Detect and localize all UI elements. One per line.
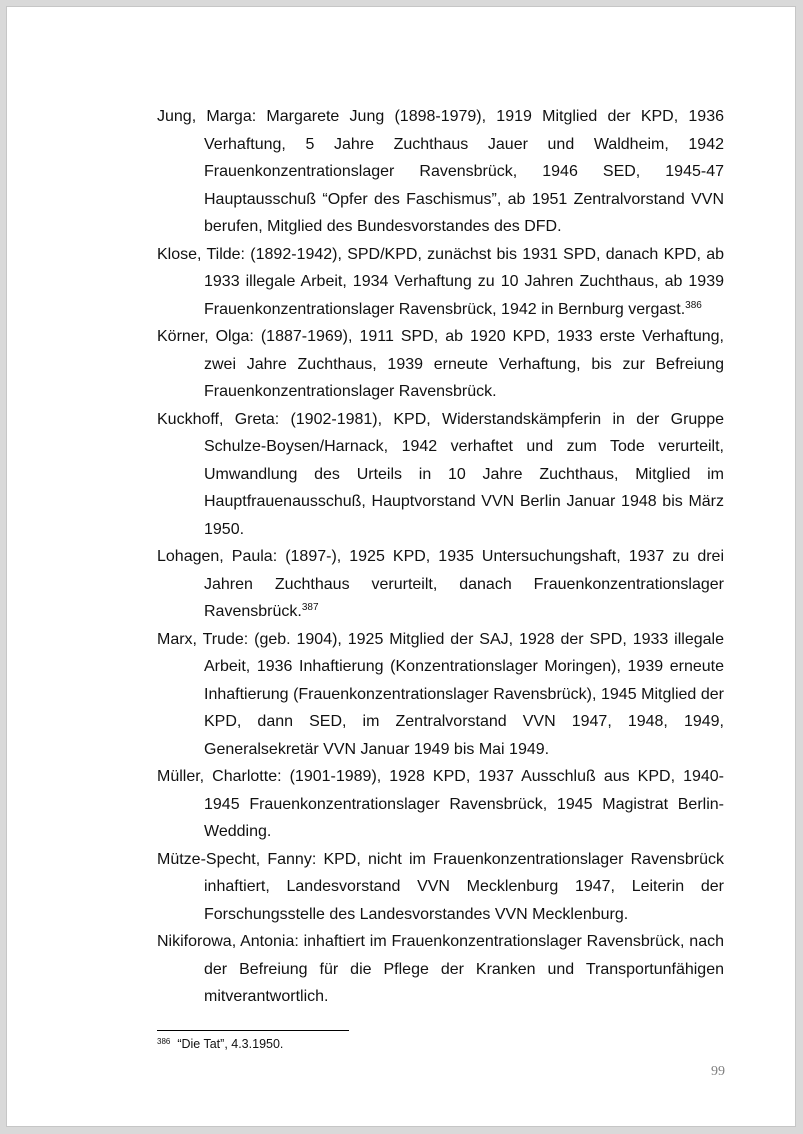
entry-text: Klose, Tilde: (1892-1942), SPD/KPD, zunächst bis 1931 SPD, danach KPD, ab 1933 illegale Arbeit, 1934 Verhaftung zu 10 Jahren Zuchthaus, ab 1939 Frauenkonzentrationslager Ravensbrück, 1942 in Bernburg vergast. — [157, 245, 724, 318]
page-body — [157, 103, 724, 1011]
entry-text: Nikiforowa, Antonia: inhaftiert im Frauenkonzentrationslager Ravensbrück, nach der Befreiung für die Pflege der Kranken und Transportunfähigen mitverantwortlich. — [157, 933, 724, 1005]
entry-text: Marx, Trude: (geb. 1904), 1925 Mitglied der SAJ, 1928 der SPD, 1933 illegale Arbeit, 1936 Inhaftierung (Konzentrationslager Moringen), 1939 erneute Inhaftierung (Frauenkonzentrationslager Ravensbrück), 1945 Mitglied der KPD, dann SED, im Zentralvorstand VVN 1947, 1948, 1949, Generalsekretär VVN Januar 1949 bis Mai 1949. — [157, 630, 724, 758]
biography-entry-lohagen — [157, 543, 724, 626]
document-page — [6, 6, 796, 1127]
page-number: 99 — [711, 1064, 725, 1079]
footnote-separator — [157, 1030, 349, 1031]
biography-entry-marx — [157, 626, 724, 764]
biography-entry-klose — [157, 241, 724, 324]
biography-entry-jung — [157, 103, 724, 241]
entry-text: Müller, Charlotte: (1901-1989), 1928 KPD, 1937 Ausschluß aus KPD, 1940-1945 Frauenkonzentrationslager Ravensbrück, 1945 Magistrat Berlin-Wedding. — [157, 768, 724, 840]
biography-entry-kuckhoff — [157, 406, 724, 544]
biography-entry-muetze-specht — [157, 846, 724, 929]
footnote-text: “Die Tat”, 4.3.1950. — [177, 1037, 284, 1051]
footnote — [157, 1037, 283, 1051]
entry-text: Kuckhoff, Greta: (1902-1981), KPD, Widerstandskämpferin in der Gruppe Schulze-Boysen/Harnack, 1942 verhaftet und zum Tode verurteilt, Umwandlung des Urteils in 10 Jahre Zuchthaus, Mitglied im Hauptfrauenausschuß, Hauptvorstand VVN Berlin Januar 1948 bis März 1950. — [157, 410, 724, 538]
biography-entry-mueller — [157, 763, 724, 846]
biography-entry-koerner — [157, 323, 724, 406]
entry-text: Lohagen, Paula: (1897-), 1925 KPD, 1935 Untersuchungshaft, 1937 zu drei Jahren Zuchthaus verurteilt, danach Frauenkonzentrationslager Ravensbrück. — [157, 548, 724, 620]
entry-text: Körner, Olga: (1887-1969), 1911 SPD, ab 1920 KPD, 1933 erste Verhaftung, zwei Jahre Zuchthaus, 1939 erneute Verhaftung, bis zur Befreiung Frauenkonzentrationslager Ravensbrück. — [157, 328, 724, 400]
footnote-reference[interactable]: 386 — [685, 299, 702, 311]
entry-text: Jung, Marga: Margarete Jung (1898-1979), 1919 Mitglied der KPD, 1936 Verhaftung, 5 Jahre Zuchthaus Jauer und Waldheim, 1942 Frauenkonzentrationslager Ravensbrück, 1946 SED, 1945-47 Hauptausschuß “Opfer des Faschismus”, ab 1951 Zentralvorstand VVN berufen, Mitglied des Bundesvorstandes des DFD. — [157, 108, 724, 235]
footnote-number: 386 — [157, 1037, 171, 1046]
biography-entry-nikiforowa — [157, 928, 724, 1011]
entry-text: Mütze-Specht, Fanny: KPD, nicht im Frauenkonzentrationslager Ravensbrück inhaftiert, Landesvorstand VVN Mecklenburg 1947, Leiterin der Forschungsstelle des Landesvorstandes VVN Mecklenburg. — [157, 850, 724, 923]
footnote-reference[interactable]: 387 — [301, 602, 319, 613]
